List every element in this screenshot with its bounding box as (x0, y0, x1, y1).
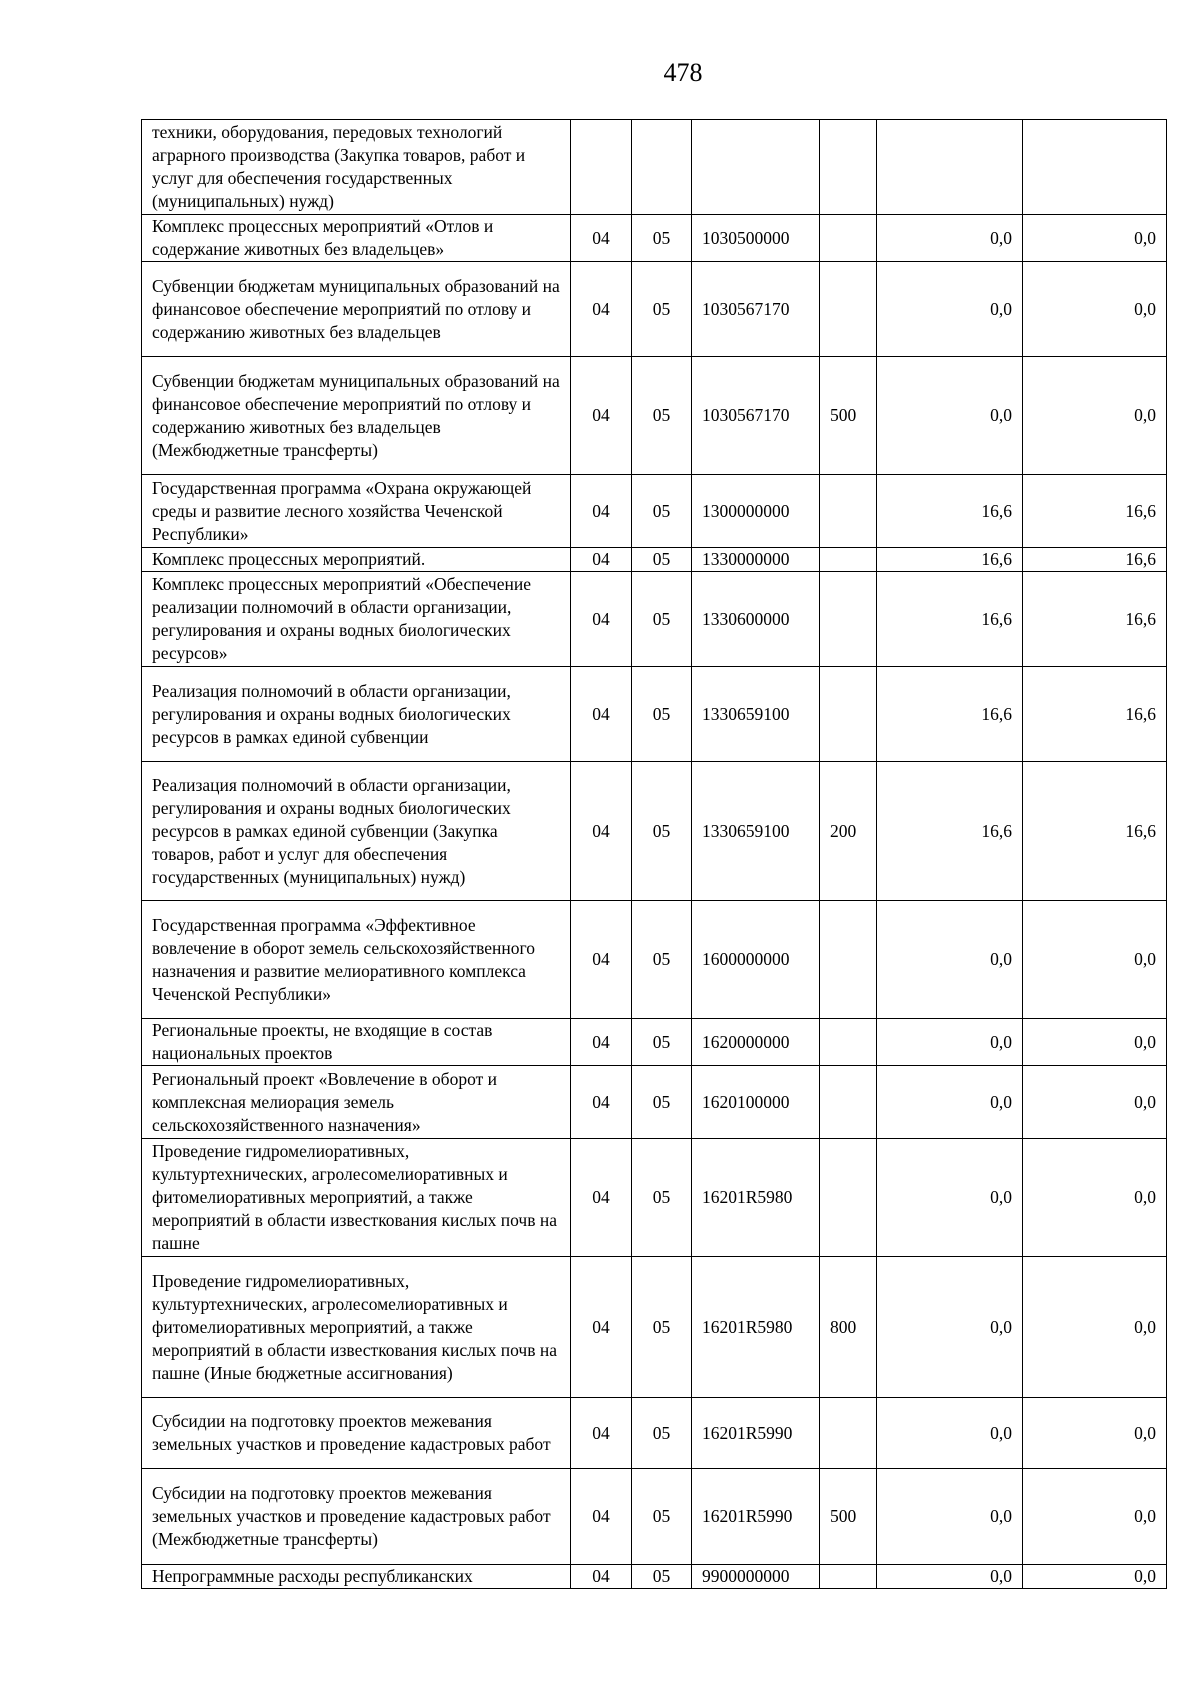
row-amount-2-cell: 0,0 (1023, 1565, 1167, 1589)
row-target-article-cell: 16201R5990 (692, 1469, 820, 1565)
row-section-cell: 04 (571, 357, 632, 475)
row-name-cell: Субсидии на подготовку проектов межевания земельных участков и проведение кадастровых работ (142, 1398, 571, 1469)
row-section-cell: 04 (571, 1565, 632, 1589)
row-subsection-cell: 05 (632, 262, 692, 357)
row-target-article-cell: 1330659100 (692, 762, 820, 901)
row-subsection-cell: 05 (632, 475, 692, 548)
table-row (142, 548, 1167, 572)
row-expense-type-cell (820, 1139, 877, 1257)
row-amount-2-cell: 16,6 (1023, 667, 1167, 762)
row-section-cell: 04 (571, 762, 632, 901)
row-section-cell: 04 (571, 1139, 632, 1257)
row-target-article-cell: 16201R5980 (692, 1139, 820, 1257)
row-amount-2-cell: 16,6 (1023, 475, 1167, 548)
row-amount-2-cell: 16,6 (1023, 762, 1167, 901)
row-section-cell: 04 (571, 262, 632, 357)
row-name-cell: Субвенции бюджетам муниципальных образований на финансовое обеспечение мероприятий по отлову и содержанию животных без владельцев (Межбюджетные трансферты) (142, 357, 571, 475)
row-name-cell: Субвенции бюджетам муниципальных образований на финансовое обеспечение мероприятий по отлову и содержанию животных без владельцев (142, 262, 571, 357)
row-expense-type-cell: 800 (820, 1257, 877, 1398)
table-row (142, 475, 1167, 548)
row-amount-2-cell: 0,0 (1023, 262, 1167, 357)
row-name-cell: Проведение гидромелиоративных, культуртехнических, агролесомелиоративных и фитомелиоративных мероприятий, а также мероприятий в области известкования кислых почв на пашне (Иные бюджетные ассигнования) (142, 1257, 571, 1398)
row-amount-2-cell: 0,0 (1023, 1019, 1167, 1066)
row-target-article-cell: 1030567170 (692, 357, 820, 475)
row-section-cell: 04 (571, 1398, 632, 1469)
row-target-article-cell: 1030567170 (692, 262, 820, 357)
row-name-cell: Реализация полномочий в области организации, регулирования и охраны водных биологических ресурсов в рамках единой субвенции (142, 667, 571, 762)
row-amount-1-cell: 0,0 (877, 1469, 1023, 1565)
row-subsection-cell: 05 (632, 1565, 692, 1589)
row-amount-2-cell: 16,6 (1023, 572, 1167, 667)
row-section-cell: 04 (571, 1257, 632, 1398)
row-amount-1-cell: 0,0 (877, 1565, 1023, 1589)
row-name-cell: Государственная программа «Охрана окружающей среды и развитие лесного хозяйства Чеченской Республики» (142, 475, 571, 548)
row-section-cell (571, 120, 632, 215)
row-target-article-cell: 16201R5980 (692, 1257, 820, 1398)
row-target-article-cell (692, 120, 820, 215)
row-section-cell: 04 (571, 1019, 632, 1066)
row-expense-type-cell (820, 667, 877, 762)
row-name-cell: Комплекс процессных мероприятий «Отлов и содержание животных без владельцев» (142, 215, 571, 262)
row-expense-type-cell (820, 1565, 877, 1589)
row-expense-type-cell (820, 1066, 877, 1139)
row-amount-2-cell: 0,0 (1023, 1257, 1167, 1398)
row-subsection-cell: 05 (632, 215, 692, 262)
row-amount-1-cell: 0,0 (877, 901, 1023, 1019)
row-name-cell: Реализация полномочий в области организации, регулирования и охраны водных биологических ресурсов в рамках единой субвенции (Закупка товаров, работ и услуг для обеспечения государственных (муниципальных) нужд) (142, 762, 571, 901)
table-row (142, 1257, 1167, 1398)
row-target-article-cell: 1030500000 (692, 215, 820, 262)
table-row (142, 120, 1167, 215)
row-expense-type-cell (820, 262, 877, 357)
row-amount-1-cell: 16,6 (877, 762, 1023, 901)
row-target-article-cell: 1620000000 (692, 1019, 820, 1066)
row-target-article-cell: 1620100000 (692, 1066, 820, 1139)
table-row (142, 1066, 1167, 1139)
table-row (142, 762, 1167, 901)
row-subsection-cell: 05 (632, 357, 692, 475)
row-amount-1-cell: 16,6 (877, 572, 1023, 667)
row-subsection-cell: 05 (632, 1257, 692, 1398)
row-name-cell: Проведение гидромелиоративных, культуртехнических, агролесомелиоративных и фитомелиоративных мероприятий, а также мероприятий в области известкования кислых почв на пашне (142, 1139, 571, 1257)
row-amount-1-cell (877, 120, 1023, 215)
row-amount-2-cell: 0,0 (1023, 901, 1167, 1019)
table-row (142, 1139, 1167, 1257)
table-row (142, 1469, 1167, 1565)
budget-table (141, 119, 1167, 1589)
row-subsection-cell: 05 (632, 1019, 692, 1066)
row-section-cell: 04 (571, 901, 632, 1019)
row-amount-1-cell: 0,0 (877, 1066, 1023, 1139)
row-expense-type-cell (820, 120, 877, 215)
table-row (142, 1398, 1167, 1469)
row-section-cell: 04 (571, 215, 632, 262)
row-expense-type-cell (820, 901, 877, 1019)
row-section-cell: 04 (571, 548, 632, 572)
row-amount-1-cell: 0,0 (877, 1139, 1023, 1257)
row-amount-2-cell: 16,6 (1023, 548, 1167, 572)
row-expense-type-cell (820, 572, 877, 667)
row-expense-type-cell (820, 1398, 877, 1469)
table-row (142, 215, 1167, 262)
row-expense-type-cell (820, 475, 877, 548)
row-subsection-cell: 05 (632, 901, 692, 1019)
row-name-cell: Субсидии на подготовку проектов межевания земельных участков и проведение кадастровых работ (Межбюджетные трансферты) (142, 1469, 571, 1565)
row-amount-2-cell: 0,0 (1023, 357, 1167, 475)
row-target-article-cell: 1330659100 (692, 667, 820, 762)
row-expense-type-cell: 500 (820, 357, 877, 475)
row-subsection-cell: 05 (632, 762, 692, 901)
row-amount-2-cell: 0,0 (1023, 1469, 1167, 1565)
row-expense-type-cell (820, 548, 877, 572)
row-name-cell: техники, оборудования, передовых технологий аграрного производства (Закупка товаров, работ и услуг для обеспечения государственных (муниципальных) нужд) (142, 120, 571, 215)
row-amount-2-cell: 0,0 (1023, 1398, 1167, 1469)
row-subsection-cell (632, 120, 692, 215)
row-subsection-cell: 05 (632, 667, 692, 762)
row-amount-1-cell: 0,0 (877, 262, 1023, 357)
row-amount-1-cell: 16,6 (877, 667, 1023, 762)
row-expense-type-cell (820, 215, 877, 262)
row-subsection-cell: 05 (632, 1066, 692, 1139)
row-target-article-cell: 16201R5990 (692, 1398, 820, 1469)
row-name-cell: Региональные проекты, не входящие в состав национальных проектов (142, 1019, 571, 1066)
table-row (142, 262, 1167, 357)
table-row (142, 667, 1167, 762)
row-expense-type-cell: 200 (820, 762, 877, 901)
row-name-cell: Комплекс процессных мероприятий. (142, 548, 571, 572)
row-amount-2-cell: 0,0 (1023, 1066, 1167, 1139)
row-subsection-cell: 05 (632, 1398, 692, 1469)
row-target-article-cell: 1330600000 (692, 572, 820, 667)
row-expense-type-cell: 500 (820, 1469, 877, 1565)
table-row (142, 1565, 1167, 1589)
page-number: 478 (663, 58, 703, 87)
row-amount-1-cell: 0,0 (877, 357, 1023, 475)
row-section-cell: 04 (571, 475, 632, 548)
row-amount-1-cell: 0,0 (877, 1257, 1023, 1398)
row-section-cell: 04 (571, 1066, 632, 1139)
row-subsection-cell: 05 (632, 572, 692, 667)
row-name-cell: Непрограммные расходы республиканских (142, 1565, 571, 1589)
row-subsection-cell: 05 (632, 1139, 692, 1257)
row-section-cell: 04 (571, 1469, 632, 1565)
row-amount-1-cell: 16,6 (877, 475, 1023, 548)
row-amount-2-cell: 0,0 (1023, 1139, 1167, 1257)
table-row (142, 572, 1167, 667)
row-amount-2-cell: 0,0 (1023, 215, 1167, 262)
row-section-cell: 04 (571, 667, 632, 762)
row-amount-1-cell: 16,6 (877, 548, 1023, 572)
row-amount-2-cell (1023, 120, 1167, 215)
table-row (142, 901, 1167, 1019)
row-target-article-cell: 1600000000 (692, 901, 820, 1019)
row-name-cell: Комплекс процессных мероприятий «Обеспечение реализации полномочий в области организации, регулирования и охраны водных биологических ресурсов» (142, 572, 571, 667)
row-amount-1-cell: 0,0 (877, 215, 1023, 262)
row-subsection-cell: 05 (632, 548, 692, 572)
row-name-cell: Региональный проект «Вовлечение в оборот и комплексная мелиорация земель сельскохозяйственного назначения» (142, 1066, 571, 1139)
row-name-cell: Государственная программа «Эффективное вовлечение в оборот земель сельскохозяйственного назначения и развитие мелиоративного комплекса Чеченской Республики» (142, 901, 571, 1019)
table-row (142, 1019, 1167, 1066)
row-amount-1-cell: 0,0 (877, 1019, 1023, 1066)
row-target-article-cell: 1300000000 (692, 475, 820, 548)
row-amount-1-cell: 0,0 (877, 1398, 1023, 1469)
row-target-article-cell: 9900000000 (692, 1565, 820, 1589)
table-row (142, 357, 1167, 475)
row-expense-type-cell (820, 1019, 877, 1066)
row-target-article-cell: 1330000000 (692, 548, 820, 572)
row-section-cell: 04 (571, 572, 632, 667)
row-subsection-cell: 05 (632, 1469, 692, 1565)
